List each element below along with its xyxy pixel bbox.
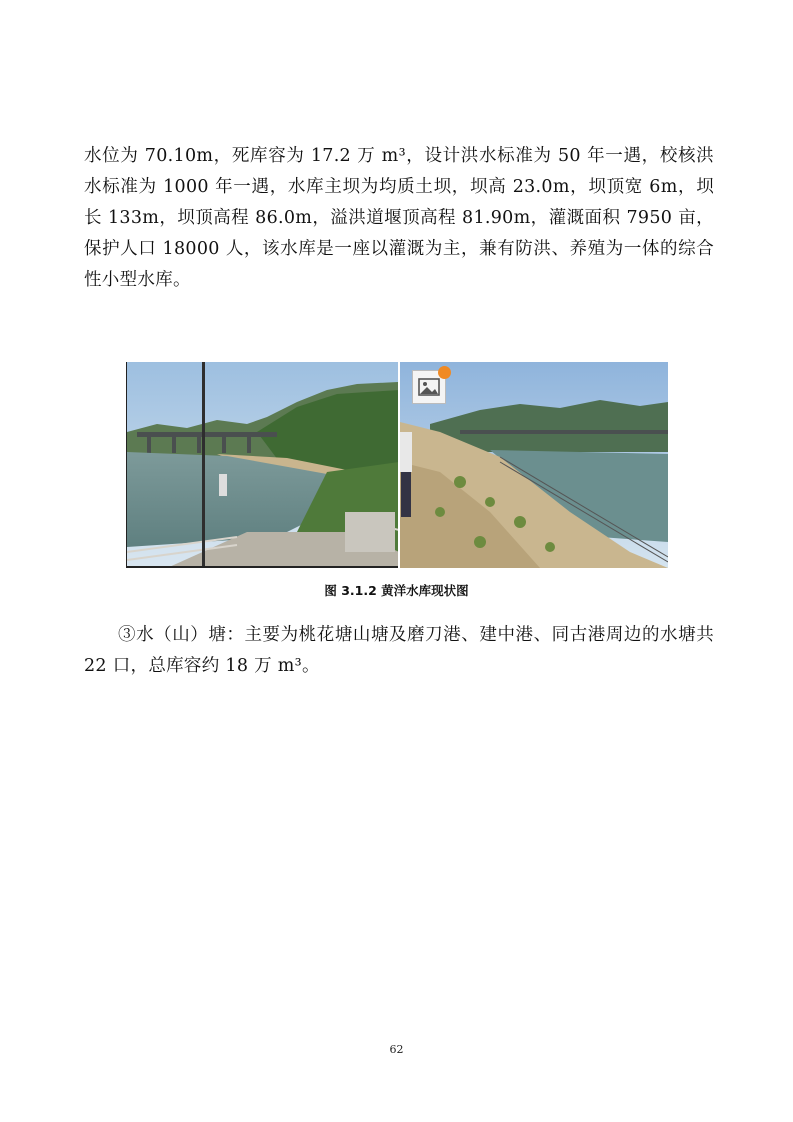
body-paragraph-1: 水位为 70.10m，死库容为 17.2 万 m³，设计洪水标准为 50 年一遇，校核洪水标准为 1000 年一遇，水库主坝为均质土坝，坝高 23.0m，坝顶宽 6m，坝长 133m，坝顶高程 86.0m，溢洪道堰顶高程 81.90m，灌溉面积 7950 亩，保护人口 18000 人，该水库是一座以灌溉为主，兼有防洪、养殖为一体的综合性小型水库。	[84, 146, 714, 290]
reservoir-bridge-photo	[126, 362, 398, 568]
figure-caption: 图 3.1.2 黄洋水库现状图	[324, 583, 469, 598]
body-paragraph-2: ③水（山）塘：主要为桃花塘山塘及磨刀港、建中港、同古港周边的水塘共 22 口，总库容约 18 万 m³。	[84, 625, 714, 676]
dam-slope-photo	[400, 362, 668, 568]
figure-photos	[126, 362, 668, 568]
image-placeholder-icon[interactable]	[412, 370, 446, 404]
page-number: 62	[389, 1043, 404, 1056]
badge-icon	[438, 366, 451, 379]
